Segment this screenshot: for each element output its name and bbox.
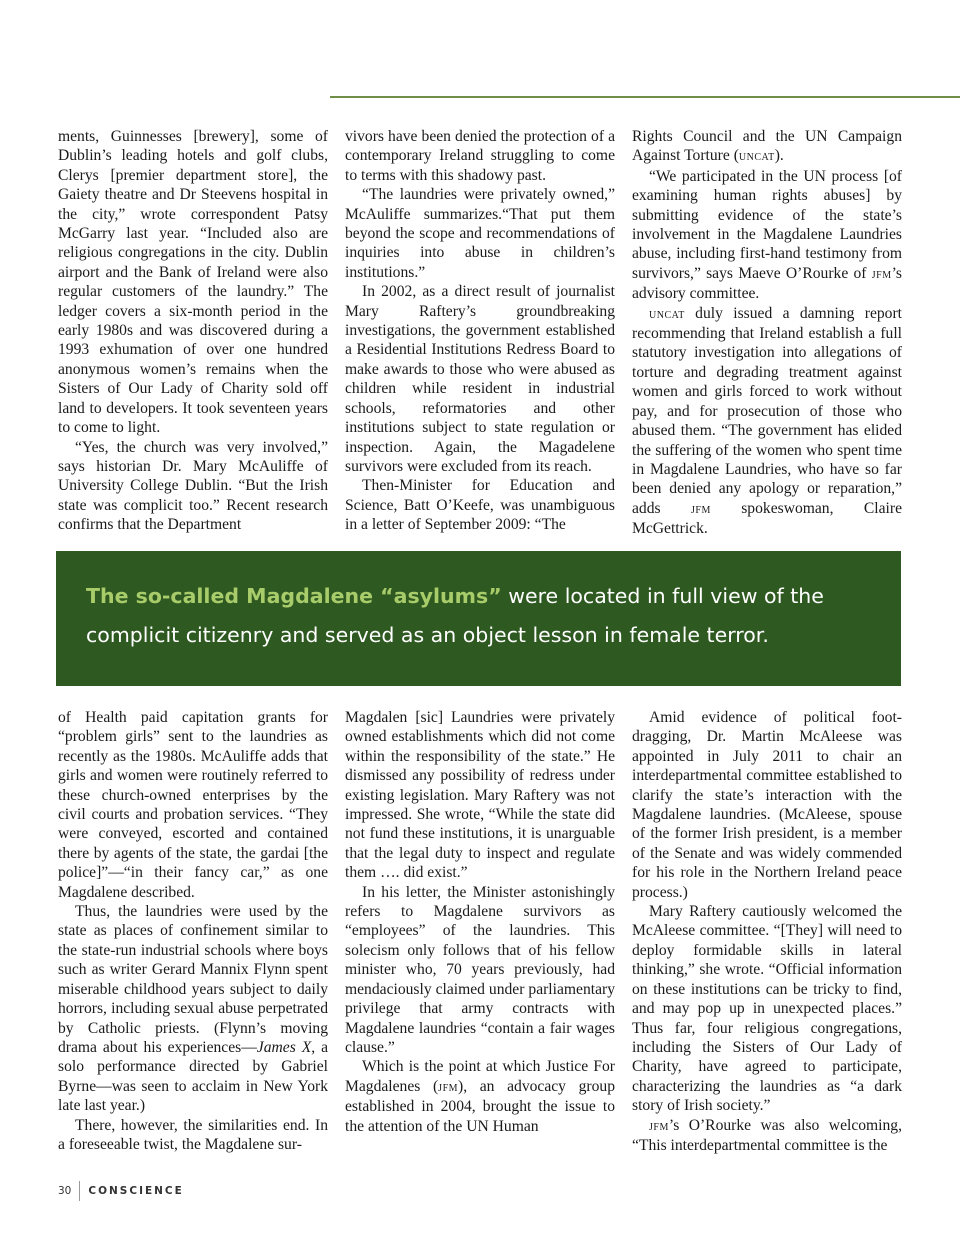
pull-quote-highlight: The so-called Magdalene “asylums” xyxy=(86,584,502,608)
paragraph: ments, Guinnesses [brewery], some of Dublin’s leading hotels and golf clubs, Clerys [premier department store], the Gaiety theatre and Dr Steevens hospital in the city,” wrote correspondent Patsy McGarry last year. “Included also are religious congregations in the city. Dublin airport and the Bank of Ireland were also regular customers of the laundry.” The ledger covers a six-month period in the early 1980s and was discovered during a 1993 exhumation of over one hundred anonymous women’s remains when the Sisters of Our Lady of Charity sold off land to developers. It took seventeen years to come to light. xyxy=(58,128,328,437)
upper-column-3 xyxy=(632,127,902,539)
upper-column-1 xyxy=(58,127,328,539)
paragraph: vivors have been denied the protection of a contemporary Ireland struggling to come to terms with this shadowy past. xyxy=(345,128,615,184)
paragraph: Rights Council and the UN Campaign Against Torture (uncat). xyxy=(632,128,902,165)
top-rule xyxy=(330,96,960,98)
upper-column-2 xyxy=(345,127,615,539)
paragraph: In 2002, as a direct result of journalist Mary Raftery’s groundbreaking investigations, the government established a Residential Institutions Redress Board to make awards to those who were abused as children while resident in industrial schools, reformatories and other institutions subject to state regulation or inspection. Again, the Magadelene survivors were excluded from its reach. xyxy=(345,283,615,475)
upper-columns xyxy=(58,127,902,539)
lower-columns xyxy=(58,708,902,1155)
paragraph: jfm’s O’Rourke was also welcoming, “This interdepartmental committee is the xyxy=(632,1116,902,1154)
magazine-name: CONSCIENCE xyxy=(88,1185,184,1197)
footer-divider xyxy=(79,1181,80,1201)
paragraph: In his letter, the Minister astonishingly refers to Magdalene survivors as “employees” of the laundries. This solecism only follows that of his fellow minister who, 70 years previously, had mendaciously claimed under parliamentary privilege that army contracts with Magdalene laundries “contain a fair wages clause.” xyxy=(345,883,615,1056)
paragraph: uncat duly issued a damning report recommending that Ireland establish a full statutory investigation into allegations of torture and degrading treatment against women and girls forced to work without pay, and for prosecution of those who abused them. “The government has elided the suffering of the women who spent time in Magdalene Laundries, who have so far been denied any apology or reparation,” adds jfm spokeswoman, Claire McGettrick. xyxy=(632,304,902,538)
paragraph: There, however, the similarities end. In a foreseeable twist, the Magdalene sur- xyxy=(58,1116,328,1153)
paragraph: Then-Minister for Education and Science, Batt O’Keefe, was unambiguous in a letter of September 2009: “The xyxy=(345,477,615,534)
paragraph: “We participated in the UN process [of examining human rights abuses] by submitting evidence of the state’s involvement in the Magdalene Laundries abuse, including first-hand testimony from survivors,” says Maeve O’Rourke of jfm’s advisory committee. xyxy=(632,167,902,303)
lower-column-3 xyxy=(632,708,902,1155)
paragraph: Magdalen [sic] Laundries were privately owned establishments which did not come within the responsibility of the state.” He dismissed any possibility of redress under existing legislation. Mary Raftery was not impressed. She wrote, “While the state did not fund these institutions, it is unarguable that the legal duty to inspect and regulate them …. did exist.” xyxy=(345,709,615,882)
lower-column-1 xyxy=(58,708,328,1155)
lower-column-2 xyxy=(345,708,615,1155)
page-number: 30 xyxy=(58,1185,72,1197)
paragraph: of Health paid capitation grants for “problem girls” sent to the laundries as recently as the 1980s. McAuliffe adds that girls and women were routinely referred to these church-owned enterprises by the civil courts and probation services. “They were conveyed, escorted and contained there by agents of the state, the gardai [the police]”—“in their fancy car,” as one Magdalene described. xyxy=(58,709,328,901)
paragraph: Mary Raftery cautiously welcomed the McAleese committee. “[They] will need to deploy formidable skills in lateral thinking,” she wrote. “Official information on these institutions can be tricky to find, and may pop up in unexpected places.” Thus far, four religious congregations, including the Sisters of Our Lady of Charity, have agreed to participate, characterizing the laundries as “a dark story of Irish society.” xyxy=(632,903,902,1115)
pull-quote xyxy=(56,551,901,686)
pull-quote-text: The so-called Magdalene “asylums” were located in full view of the complicit citizenry and served as an object lesson in female terror. xyxy=(86,584,824,647)
paragraph: Which is the point at which Justice For Magdalenes (jfm), an advocacy group established in 2004, brought the issue to the attention of the UN Human xyxy=(345,1058,615,1135)
paragraph: Amid evidence of political foot-dragging, Dr. Martin McAleese was appointed in July 2011 to chair an interdepartmental committee established to clarify the state’s interaction with the Magdalene laundries. (McAleese, spouse of the former Irish president, is a member of the Senate and was widely commended for his role in the Northern Ireland peace process.) xyxy=(632,709,902,901)
paragraph: Thus, the laundries were used by the state as places of confinement similar to the state-run industrial schools where boys such as writer Gerard Mannix Flynn spent miserable childhood years subject to daily horrors, including sexual abuse perpetrated by Catholic priests. (Flynn’s moving drama about his experiences—James X, a solo performance directed by Gabriel Byrne—was seen to acclaim in New York late last year.) xyxy=(58,903,328,1115)
paragraph: “The laundries were privately owned,” McAuliffe summarizes.“That put them beyond the scope and recommendations of inquiries into abuse in children’s institutions.” xyxy=(345,186,615,281)
paragraph: “Yes, the church was very involved,” says historian Dr. Mary McAuliffe of University College Dublin. “But the Irish state was complicit too.” Recent research confirms that the Department xyxy=(58,438,328,534)
page-footer xyxy=(58,1180,184,1202)
